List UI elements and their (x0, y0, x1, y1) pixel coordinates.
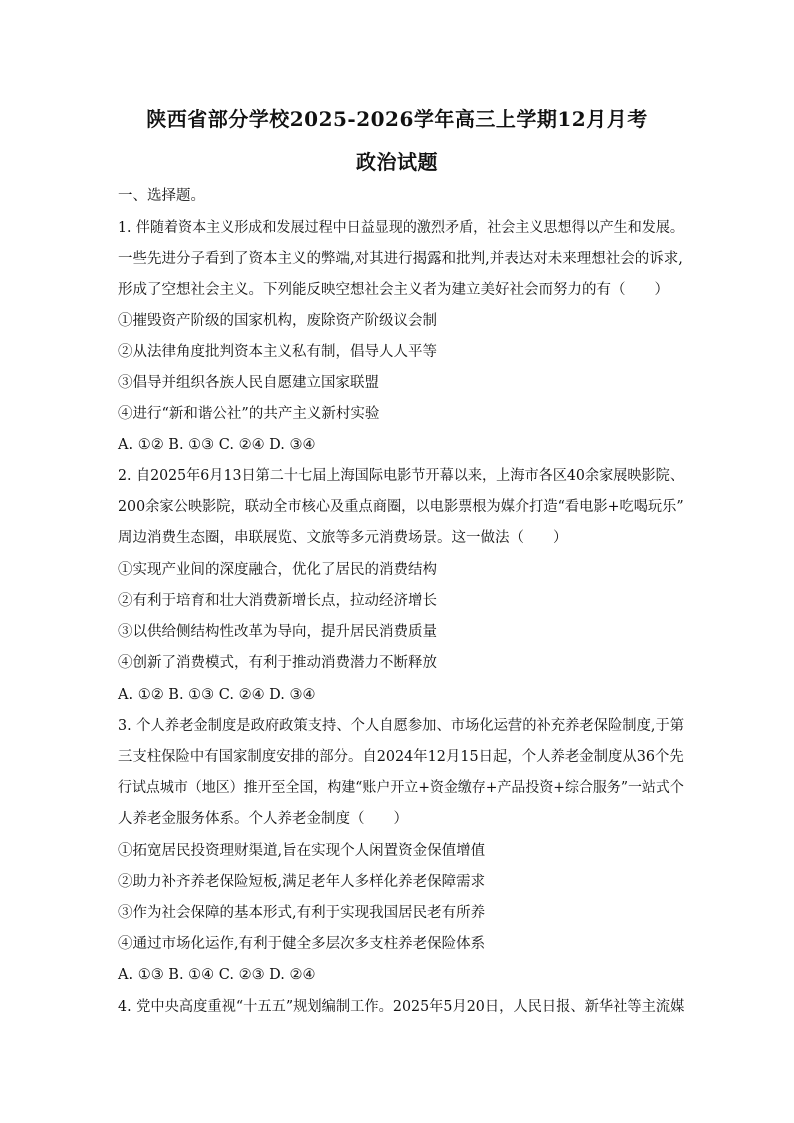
q3-answer-choices: A. ①③ B. ①④ C. ②③ D. ②④ (118, 967, 316, 983)
q2-stem-line-3: 周边消费生态圈，串联展览、文旅等多元消费场景。这一做法（ ） (118, 530, 568, 546)
exam-title: 陕西省部分学校2025-2026学年高三上学期12月月考 (146, 107, 648, 131)
exam-subtitle: 政治试题 (356, 150, 438, 174)
q1-option-3: ③倡导并组织各族人民自愿建立国家联盟 (118, 375, 379, 391)
q1-stem-line-1: 1. 伴随着资本主义形成和发展过程中日益显现的激烈矛盾，社会主义思想得以产生和发展。 (118, 220, 684, 236)
q2-answer-choices: A. ①② B. ①③ C. ②④ D. ③④ (118, 687, 316, 703)
q2-option-4: ④创新了消费模式，有利于推动消费潜力不断释放 (118, 655, 437, 671)
q2-option-3: ③以供给侧结构性改革为导向，提升居民消费质量 (118, 624, 437, 640)
q1-option-4: ④进行“新和谐公社”的共产主义新村实验 (118, 406, 380, 422)
q3-option-1: ①拓宽居民投资理财渠道,旨在实现个人闲置资金保值增值 (118, 843, 486, 859)
q3-stem-line-4: 人养老金服务体系。个人养老金制度（ ） (118, 811, 408, 827)
q3-option-3: ③作为社会保障的基本形式,有利于实现我国居民老有所养 (118, 905, 486, 921)
q4-stem-line-1: 4. 党中央高度重视“十五五”规划编制工作。2025年5月20日，人民日报、新华社等主流媒 (118, 999, 685, 1015)
q3-stem-line-1: 3. 个人养老金制度是政府政策支持、个人自愿参加、市场化运营的补充养老保险制度,于第 (118, 718, 685, 734)
q1-answer-choices: A. ①② B. ①③ C. ②④ D. ③④ (118, 437, 316, 453)
section-heading: 一、选择题。 (118, 188, 205, 204)
q2-option-2: ②有利于培育和壮大消费新增长点，拉动经济增长 (118, 593, 437, 609)
q2-option-1: ①实现产业间的深度融合，优化了居民的消费结构 (118, 562, 437, 578)
q2-stem-line-2: 200余家公映影院，联动全市核心及重点商圈，以电影票根为媒介打造“看电影+吃喝玩乐” (118, 499, 684, 515)
q1-stem-line-3: 形成了空想社会主义。下列能反映空想社会主义者为建立美好社会而努力的有（ ） (118, 282, 669, 298)
q3-stem-line-3: 行试点城市（地区）推开至全国，构建“账户开立+资金缴存+产品投资+综合服务”一站式个 (118, 780, 684, 796)
q1-option-1: ①摧毁资产阶级的国家机构，废除资产阶级议会制 (118, 313, 437, 329)
q3-stem-line-2: 三支柱保险中有国家制度安排的部分。自2024年12月15日起，个人养老金制度从36个先 (118, 749, 684, 765)
q1-option-2: ②从法律角度批判资本主义私有制，倡导人人平等 (118, 344, 437, 360)
q3-option-2: ②助力补齐养老保险短板,满足老年人多样化养老保障需求 (118, 874, 486, 890)
q3-option-4: ④通过市场化运作,有利于健全多层次多支柱养老保险体系 (118, 936, 486, 952)
q2-stem-line-1: 2. 自2025年6月13日第二十七届上海国际电影节开幕以来，上海市各区40余家展映影院、 (118, 468, 684, 484)
q1-stem-line-2: 一些先进分子看到了资本主义的弊端,对其进行揭露和批判,并表达对未来理想社会的诉求, (118, 251, 683, 267)
